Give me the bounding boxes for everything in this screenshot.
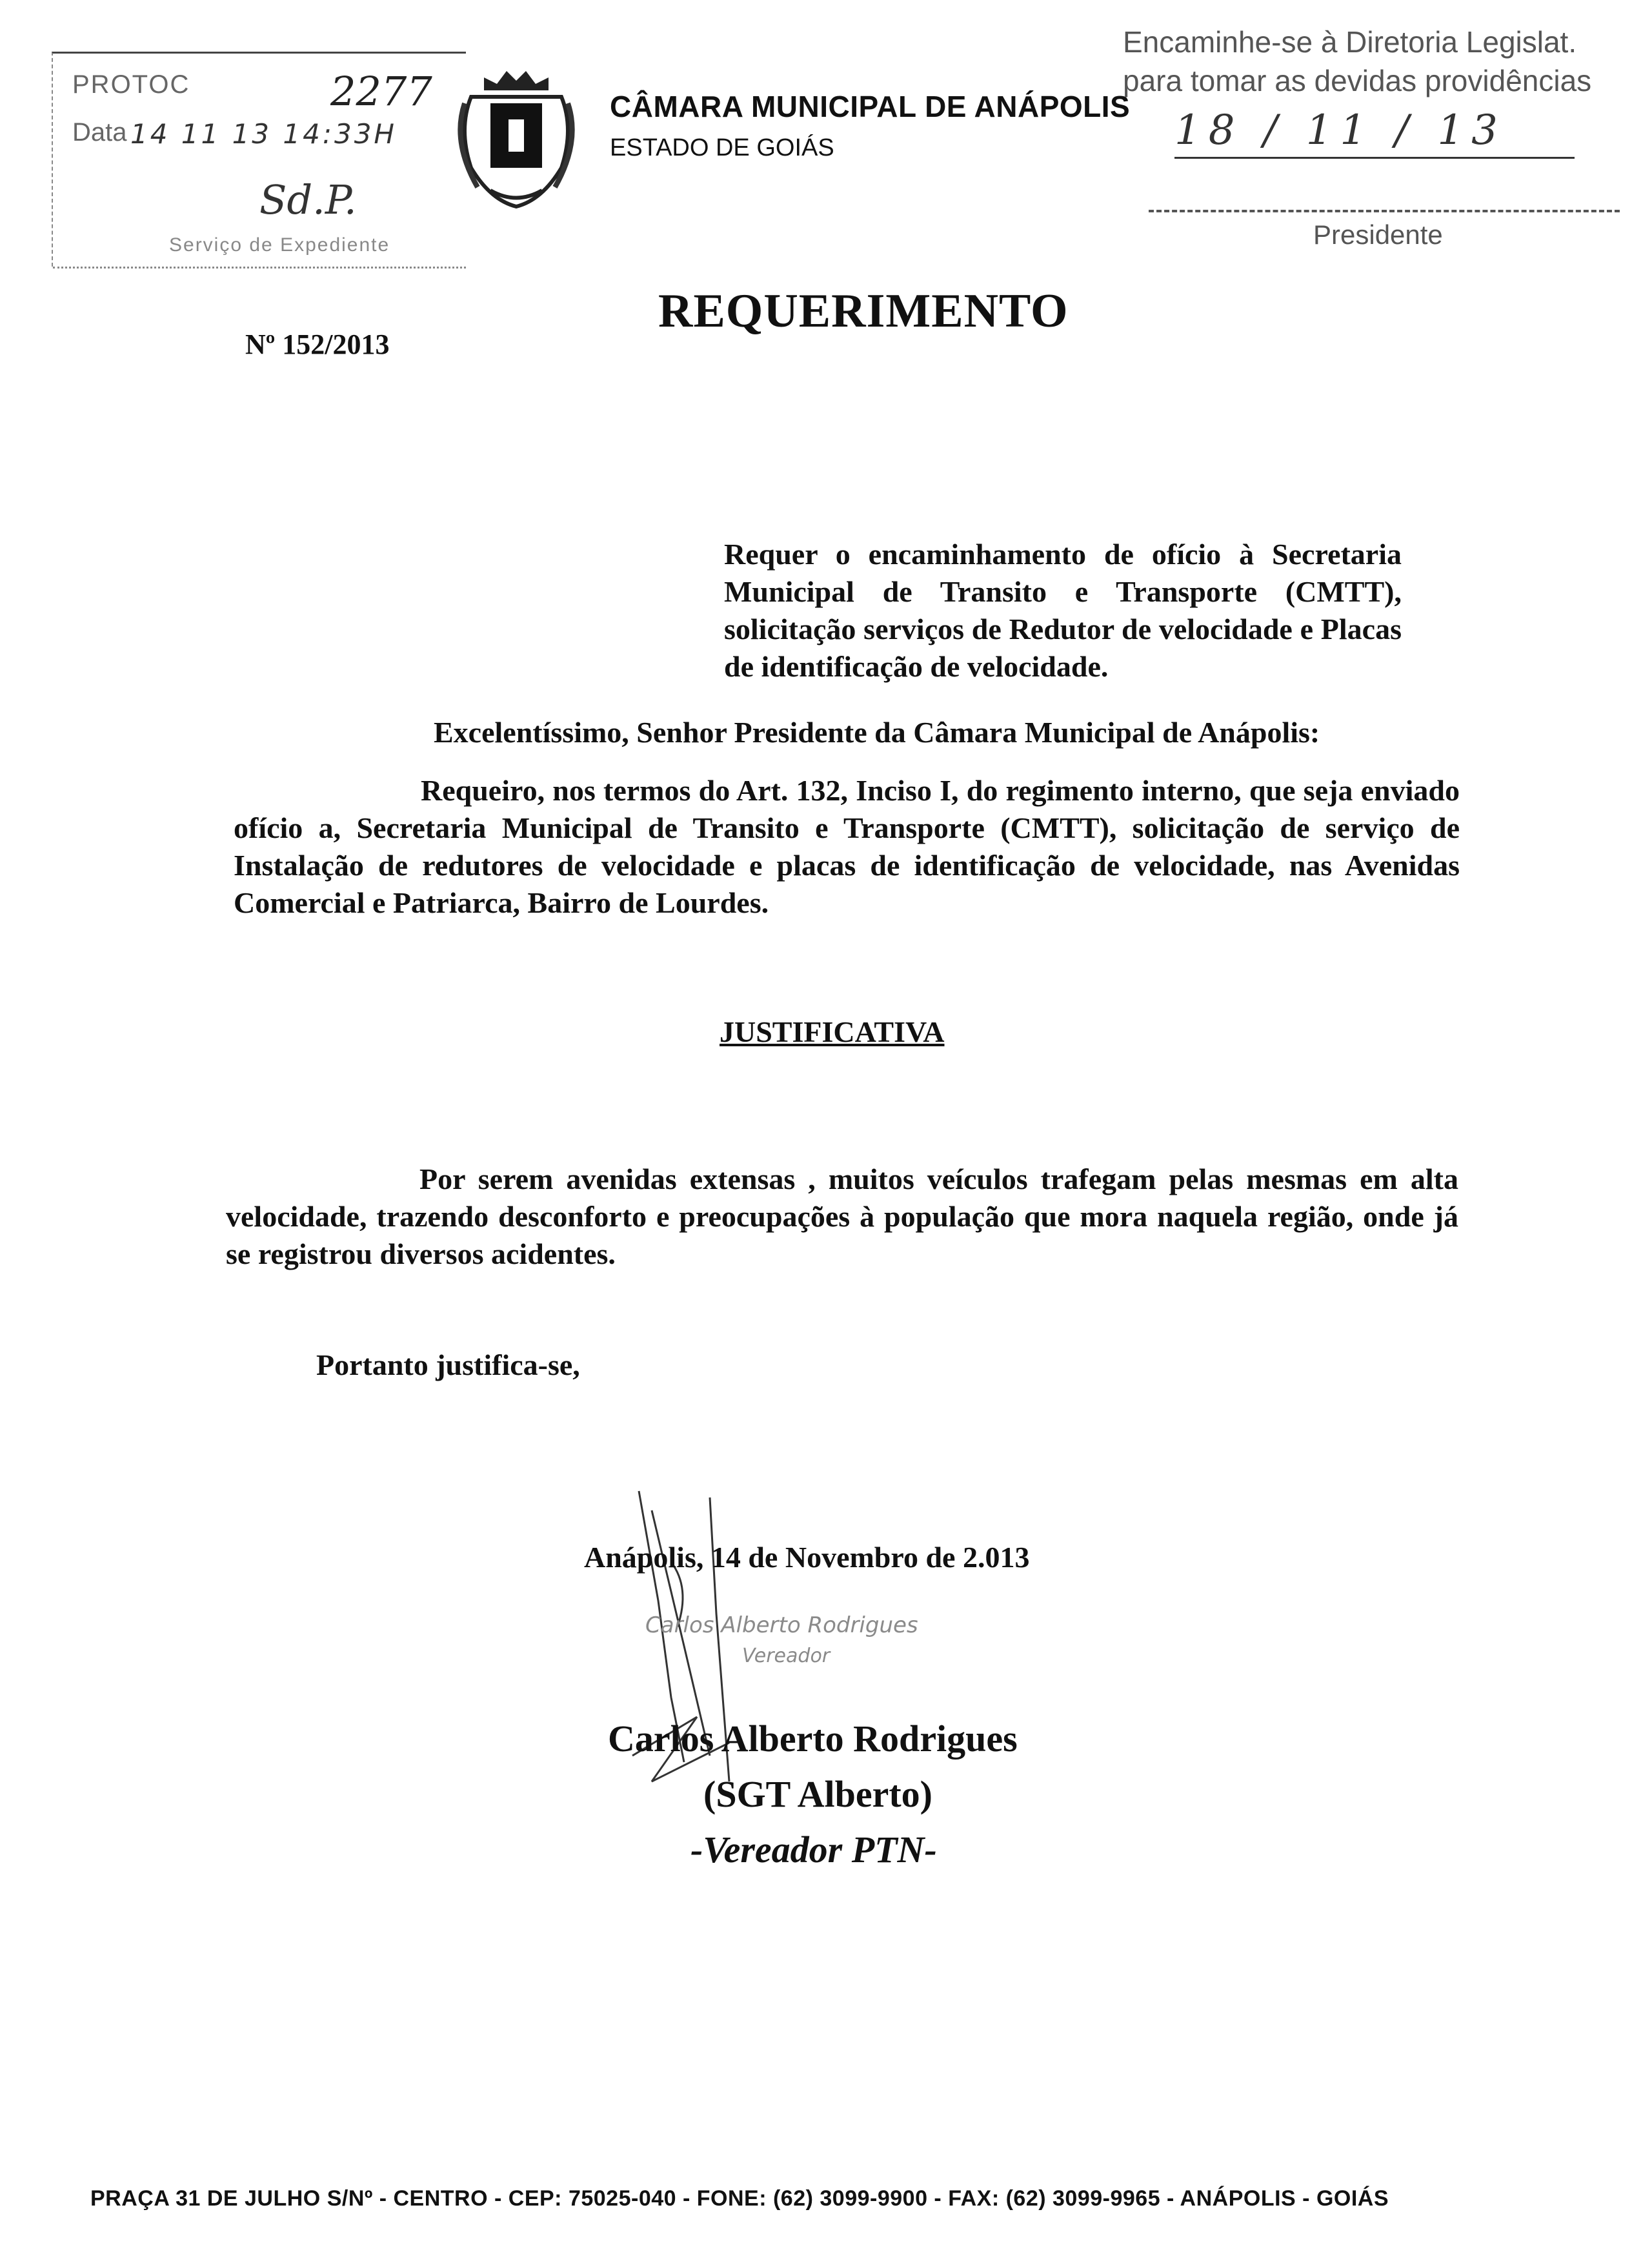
institution-state: ESTADO DE GOIÁS [610, 134, 834, 161]
signer-alias: (SGT Alberto) [703, 1773, 932, 1815]
protocol-number: 2277 [330, 68, 432, 115]
forwarding-line-1: Encaminhe-se à Diretoria Legislat. [1123, 25, 1577, 59]
institution-name: CÂMARA MUNICIPAL DE ANÁPOLIS [610, 90, 1131, 123]
document-summary: Requer o encaminhamento de ofício à Secretaria Municipal de Transito e Transporte (CMTT), solicitação serviços de Redutor de velocidade e Placas de identificação de velocidade. [724, 538, 1402, 683]
signature-stamp-role: Vereador [742, 1645, 831, 1667]
signature-stamp-name: Carlos Alberto Rodrigues [645, 1612, 918, 1638]
protocol-date-label: Data [72, 118, 127, 147]
protocol-date-value: 14 11 13 14:33H [130, 118, 398, 150]
forwarding-line-2: para tomar as devidas providências [1123, 64, 1592, 97]
forwarding-role: Presidente [1313, 219, 1443, 250]
stamp-bottom-border [53, 267, 466, 269]
protocol-stamp [52, 52, 466, 267]
forwarding-date: 18 / 11 / 13 [1174, 107, 1575, 159]
request-paragraph: Requeiro, nos termos do Art. 132, Inciso I, do regimento interno, que seja enviado ofício a, Secretaria Municipal de Transito e Transporte (CMTT), solicitação de serviço de Instalação de redutores de velocidade e placas de identificação de velocidade, nas Avenidas Comercial e Patriarca, Bairro de Lourdes. [234, 774, 1460, 919]
coat-of-arms-icon [445, 58, 587, 213]
protocol-initials: Sd.P. [259, 176, 357, 223]
protocol-service-text: Serviço de Expediente [169, 234, 390, 256]
signer-name: Carlos Alberto Rodrigues [608, 1718, 1018, 1760]
justification-paragraph: Por serem avenidas extensas , muitos veículos trafegam pelas mesmas em alta velocidade, trazendo desconforto e preocupações à população que mora naquela região, onde já se registrou diversos acidentes. [226, 1162, 1458, 1270]
place-date: Anápolis, 14 de Novembro de 2.013 [584, 1541, 1030, 1574]
salutation: Excelentíssimo, Senhor Presidente da Câmara Municipal de Anápolis: [434, 716, 1320, 749]
document-number: Nº 152/2013 [245, 329, 390, 360]
footer-address: PRAÇA 31 DE JULHO S/Nº - CENTRO - CEP: 75025-040 - FONE: (62) 3099-9900 - FAX: (62) 3099-9965 - ANÁPOLIS - GOIÁS [90, 2186, 1389, 2211]
signer-role: -Vereador PTN- [690, 1829, 937, 1871]
justification-heading: JUSTIFICATIVA [720, 1015, 945, 1048]
protocol-label: PROTOC [72, 70, 190, 99]
forwarding-signature-line [1149, 210, 1620, 212]
closing-line: Portanto justifica-se, [316, 1348, 580, 1381]
forwarding-note [1123, 25, 1633, 98]
document-title: REQUERIMENTO [658, 285, 1069, 338]
